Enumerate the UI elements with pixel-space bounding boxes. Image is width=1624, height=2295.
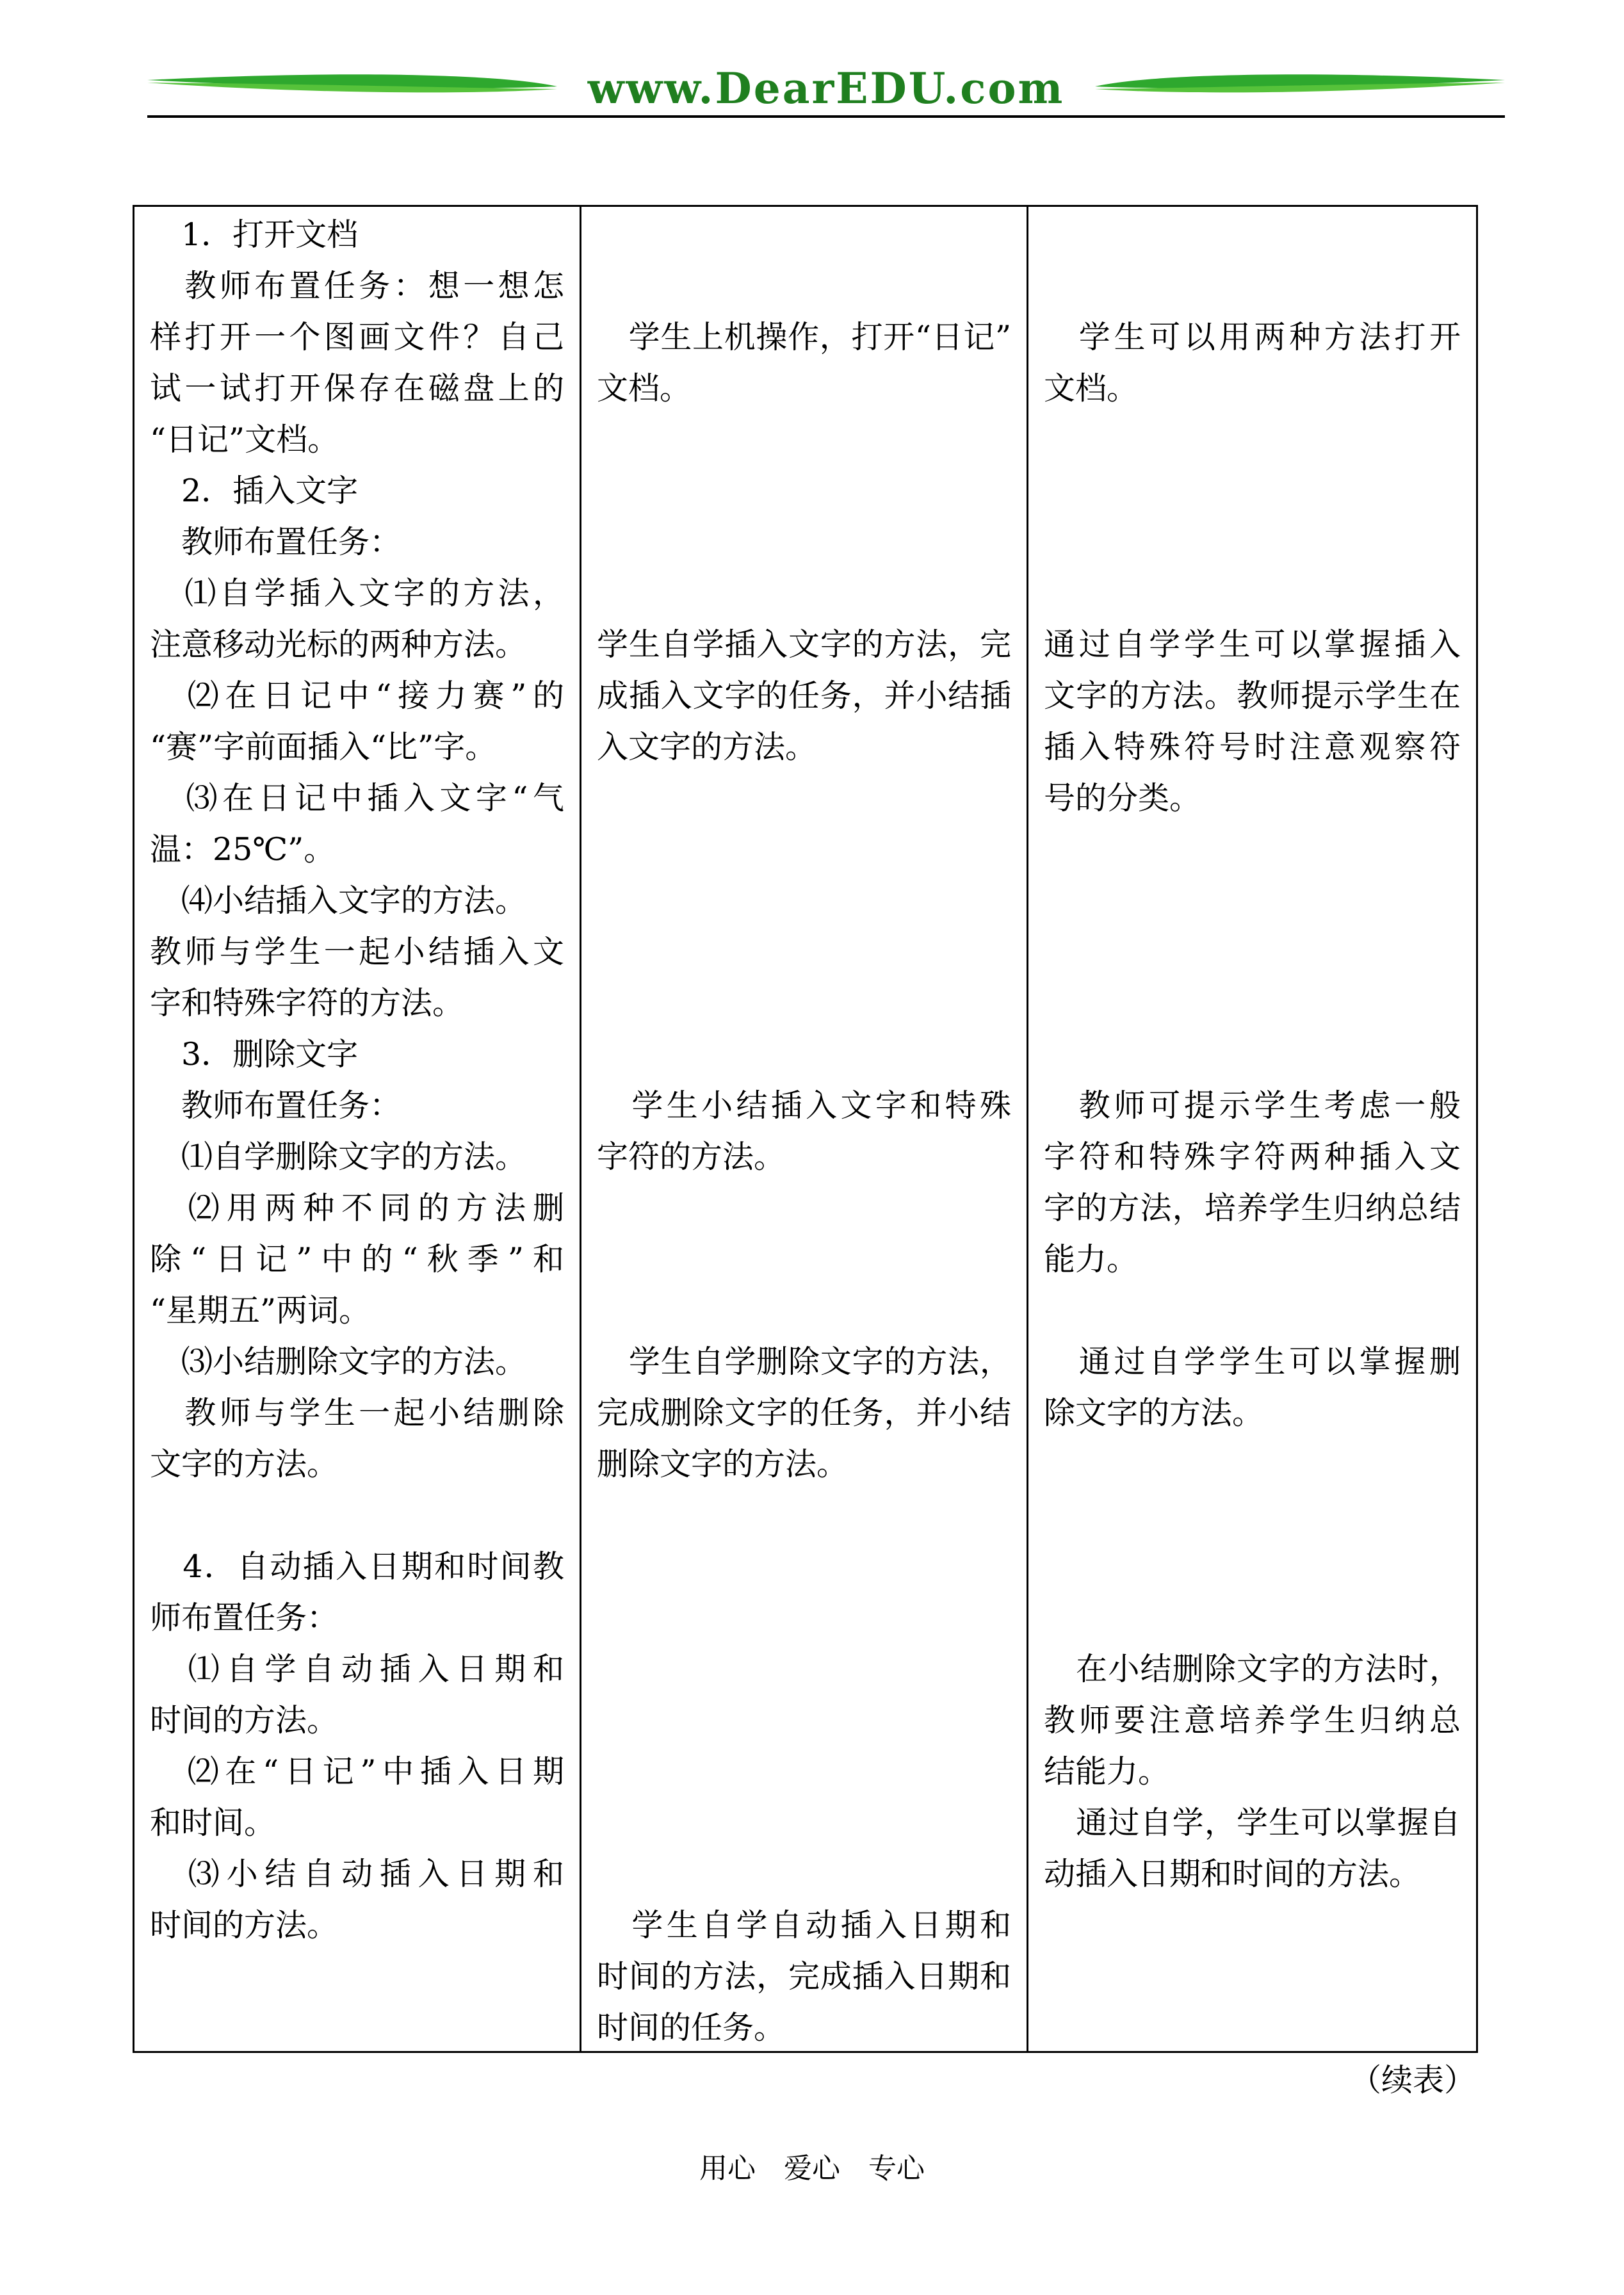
text-line: 教师与学生一起小结删除 [150,1395,564,1431]
text-line: ⑶小结删除文字的方法。 [150,1343,527,1380]
text-line: 注意移动光标的两种方法。 [150,626,527,663]
text-line: 和时间。 [150,1804,276,1841]
text-line: 学生上机操作，打开“日记” [597,319,1011,355]
text-line: 教师要注意培养学生归纳总 [1044,1702,1461,1739]
table-row [134,206,1477,2052]
page-footer: 用心 爱心 专心 [699,2152,925,2185]
header-rule [147,115,1505,118]
text-line: “赛”字前面插入“比”字。 [150,729,497,765]
text-line: 试一试打开保存在磁盘上的 [150,370,564,407]
text-line: 能力。 [1044,1241,1139,1277]
text-line: ⑵在“日记”中插入日期 [150,1753,564,1790]
text-line: 字和特殊字符的方法。 [150,985,464,1021]
text-line: 学生可以用两种方法打开 [1044,319,1461,355]
text-line: 号的分类。 [1044,780,1201,816]
text-line: 动插入日期和时间的方法。 [1044,1856,1421,1892]
text-line: ⑵用两种不同的方法删 [150,1190,564,1226]
text-line: 通过自学学生可以掌握删 [1044,1343,1461,1380]
text-line: “日记”文档。 [150,421,339,458]
text-line: 文档。 [1044,370,1139,407]
continued-label: （续表） [1349,2062,1475,2098]
text-line: 时间的方法，完成插入日期和 [597,1958,1011,1995]
student-activity-cell [581,206,1028,2052]
text-line: 字的方法，培养学生归纳总结 [1044,1190,1461,1226]
text-line: 样打开一个图画文件？自己 [150,319,564,355]
text-line: 通过自学，学生可以掌握自 [1044,1804,1461,1841]
teacher-activity-text [150,207,564,2051]
text-line: “星期五”两词。 [150,1292,371,1329]
text-line: ⑶小结自动插入日期和 [150,1856,564,1892]
text-line: 字符和特殊字符两种插入文 [1044,1139,1461,1175]
text-line: ⑷小结插入文字的方法。 [150,882,527,919]
text-line: 教师布置任务： [150,524,402,560]
text-line: 教师布置任务： [150,1087,402,1124]
text-line: 除“日记”中的“秋季”和 [150,1241,564,1277]
site-logo: www.DearEDU.com [587,63,1065,113]
text-line: 学生自学删除文字的方法， [597,1343,1011,1380]
text-line: 教师布置任务：想一想怎 [150,268,564,304]
text-line: 插入特殊符号时注意观察符 [1044,729,1461,765]
text-line: ⑴自学自动插入日期和 [150,1651,564,1687]
text-line: 温：25℃”。 [150,831,336,868]
text-line: 教师与学生一起小结插入文 [150,934,564,970]
text-line: 字符的方法。 [597,1139,786,1175]
text-line: 成插入文字的任务，并小结插 [597,677,1011,714]
text-line: 学生小结插入文字和特殊 [597,1087,1011,1124]
text-line: 入文字的方法。 [597,729,817,765]
text-line: 文档。 [597,370,692,407]
design-intent-cell [1028,206,1477,2052]
text-line: ⑴自学删除文字的方法。 [150,1139,527,1175]
text-line: 时间的方法。 [150,1907,339,1943]
text-line: ⑵在日记中“接力赛”的 [150,677,564,714]
text-line: 时间的任务。 [597,2009,786,2046]
text-line: 学生自学自动插入日期和 [597,1907,1011,1943]
student-activity-text [597,207,1011,2051]
text-line: 4．自动插入日期和时间教 [150,1548,564,1585]
lesson-plan-table [133,205,1478,2053]
text-line: 师布置任务： [150,1600,339,1636]
design-intent-text [1044,207,1461,2051]
text-line: 除文字的方法。 [1044,1395,1264,1431]
text-line: 删除文字的方法。 [597,1446,849,1482]
text-line: 3．删除文字 [150,1036,359,1073]
text-line: 文字的方法。 [150,1446,339,1482]
text-line: 通过自学学生可以掌握插入 [1044,626,1461,663]
text-line: 教师可提示学生考虑一般 [1044,1087,1461,1124]
text-line: 文字的方法。教师提示学生在 [1044,677,1461,714]
text-line: ⑴自学插入文字的方法， [150,575,564,612]
text-line: 结能力。 [1044,1753,1170,1790]
text-line: 2．插入文字 [150,473,359,509]
text-line: 学生自学插入文字的方法，完 [597,626,1011,663]
text-line: 完成删除文字的任务，并小结 [597,1395,1011,1431]
text-line: 在小结删除文字的方法时， [1044,1651,1461,1687]
text-line: 时间的方法。 [150,1702,339,1739]
text-line: ⑶在日记中插入文字“气 [150,780,564,816]
teacher-activity-cell [134,206,581,2052]
text-line: 1．打开文档 [150,216,359,253]
